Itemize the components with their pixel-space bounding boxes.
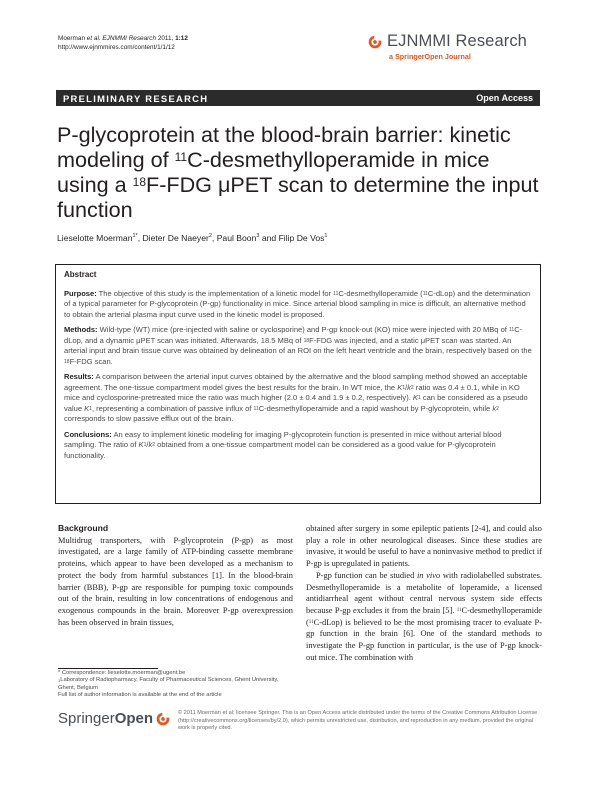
springeropen-footer-logo: SpringerOpen — [58, 710, 170, 727]
citation-etal: et al. — [86, 35, 101, 42]
citation-journal: EJNMMI Research — [102, 35, 157, 42]
article-type-banner — [56, 90, 540, 106]
article-title: P-glycoprotein at the blood-brain barrier: kinetic modeling of $^{11}$C-desmethylloperamide in mice using a $^{18}$F-FDG μPET scan to determine the input function — [57, 122, 539, 222]
body-column-right — [306, 523, 542, 663]
body-paragraph: Multidrug transporters, with P-glycoprotein (P-gp) as most investigated, are a large family of ATP-binding cassette membrane proteins, which appear to have been developed as a mechanism to protect the body from harmful substances [1]. In the blood-brain barrier (BBB), P-gp are responsible for pumping toxic compounds out of the brain, resulting in low concentrations of endogenous and exogenous compounds in the brain. Moreover P-gp overexpression has been observed in brain tissues, — [58, 535, 293, 627]
citation-year: 2011, — [157, 35, 176, 42]
body-paragraph: obtained after surgery in some epileptic patients [2-4], and could also play a role in other neurological diseases. Since these studies are invasive, it would be useful to have a noninvasive method to predict if P-gp is upregulated in patients. — [306, 524, 542, 569]
open-access-label: Open Access — [476, 93, 533, 103]
author: Dieter De Naeyer — [142, 233, 209, 243]
abstract-conclusions: Conclusions: An easy to implement kinetic modeling for imaging P-glycoprotein function is presented in mice without arterial blood sampling. The ratio of K1/k2 obtained from a one-tissue compartment model can be considered as a good value for P-glycoprotein functionality. — [64, 429, 502, 460]
author-info-note: Full list of author information is available at the end of the article — [58, 692, 222, 699]
springer-open-logo-icon — [368, 35, 382, 49]
body-column-left — [58, 523, 293, 628]
springer-open-logo-icon — [156, 712, 170, 726]
citation-line — [58, 34, 188, 43]
abstract-results: Results: A comparison between the arterial input curves obtained by the alternative and the blood sampling method showed an acceptable agreement. The one-tissue compartment model gives the best results for the brain. In WT mice, the K1/k2 ratio was 0.4 ± 0.1, while in KO mice and cyclosporine-pretreated mice the ratio was much higher (2.0 ± 0.4 and 1.9 ± 0.2, respectively). K1 can be considered as a pseudo value K1, representing a combination of passive influx of $^{11}$C-desmethylloperamide and a rapid washout by P-glycoprotein, while k2 corresponds to slow passive efflux out of the brain. — [64, 372, 528, 423]
affiliation-note: $^1$Laboratory of Radiopharmacy, Faculty of Pharmaceutical Sciences, Ghent University, Ghent, Belgium — [58, 677, 279, 691]
correspondence-note: * Correspondence: lieselotte.moerman@ugent.be — [58, 670, 186, 676]
article-url[interactable]: http://www.ejnmmires.com/content/1/1/12 — [58, 44, 175, 51]
author: Filip De Vos — [278, 233, 325, 243]
license-statement: © 2011 Moerman et al; licensee Springer. This is an Open Access article distributed under the terms of the Creative Commons Attribution License (http://creativecommons.org/licenses/by/2.0), which permits unrestricted use, distribution, and reproduction in any medium, provided the original work is properly cited. — [178, 710, 538, 732]
footnotes — [58, 670, 293, 700]
abstract-heading: Abstract — [64, 270, 97, 279]
abstract-methods: Methods: Wild-type (WT) mice (pre-injected with saline or cyclosporine) and P-gp knock-out (KO) mice were injected with 20 MBq of $^{11}$C-dLop, and a dynamic μPET scan was initiated. Afterwards, 18.5 MBq of $^{18}$F-FDG was injected, and a static μPET scan was started. An arterial input and brain tissue curve was obtained by delineation of an ROI on the left heart ventricle and the brain, respectively based on the $^{18}$F-FDG scan. — [64, 325, 532, 366]
article-type: PRELIMINARY RESEARCH — [63, 92, 209, 104]
section-heading-background: Background — [58, 523, 109, 533]
body-paragraph: P-gp function can be studied in vivo with radiolabelled substrates. Desmethylloperamide is a metabolite of loperamide, a licensed antidiarrheal agent without central nervous system side effects because P-gp excludes it from the brain [5]. $^{11}$C-desmethylloperamide ($^{11}$C-dLop) is believed to be the most promising tracer to evaluate P-gp function in the brain [6]. One of the standard methods to investigate the P-gp function in particular, is the use of P-gp knock-out mice. The combination with — [306, 570, 542, 662]
citation-header — [58, 34, 188, 52]
abstract-box — [55, 264, 541, 504]
author: Paul Boon — [216, 233, 257, 243]
author-list: Lieselotte Moerman$^{1*}$, Dieter De Naeyer$^2$, Paul Boon$^3$ and Filip De Vos$^1$ — [57, 233, 328, 243]
abstract-purpose: Purpose: The objective of this study is the implementation of a kinetic model for $^{11}$C-desmethylloperamide ($^{11}$C-dLop) and the determination of a typical parameter for P-glycoprotein (P-gp) functionality in mice. Since arterial blood sampling in mice is difficult, an alternative method to obtain the arterial plasma input curve used in the kinetic model is proposed. — [64, 288, 531, 319]
citation-issue: 1:12 — [175, 35, 188, 42]
journal-subtitle: a SpringerOpen Journal — [389, 52, 471, 61]
journal-brand — [368, 32, 543, 61]
citation-authors: Moerman — [58, 35, 85, 42]
author: Lieselotte Moerman — [57, 233, 133, 243]
footnote-divider — [58, 668, 158, 669]
journal-name: EJNMMI Research — [387, 32, 527, 50]
